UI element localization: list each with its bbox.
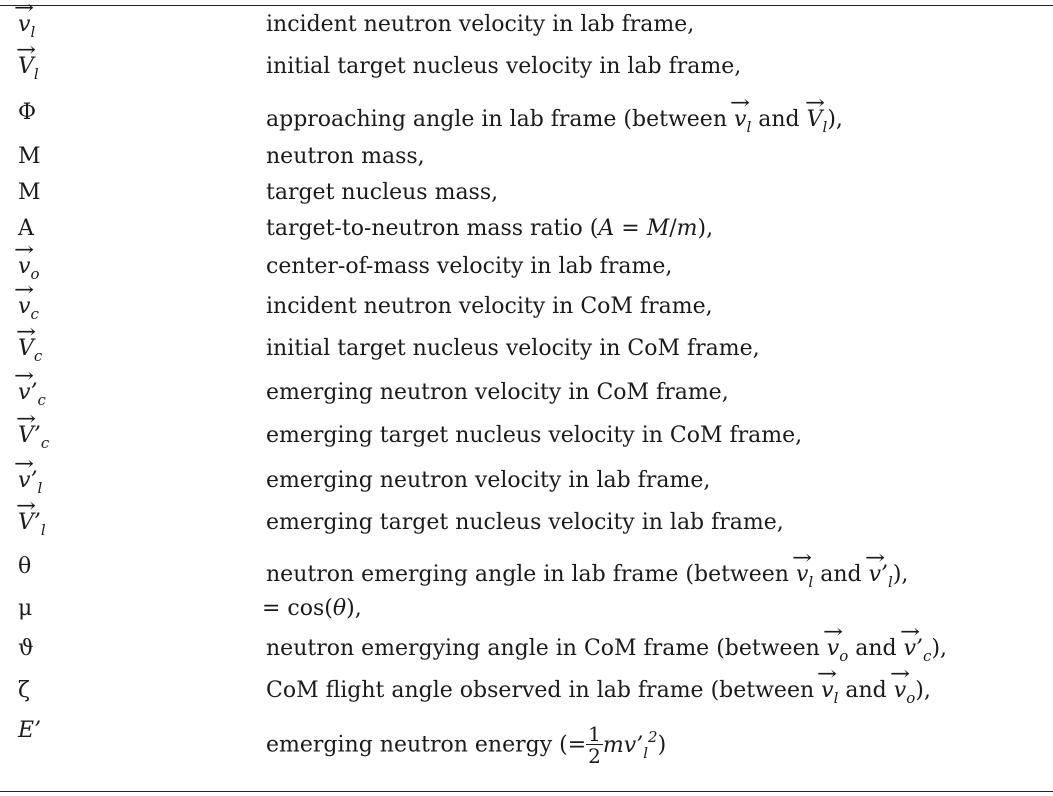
table-row bbox=[0, 146, 1053, 176]
subscript: o bbox=[839, 647, 849, 665]
symbol-zeta: ζ bbox=[18, 678, 30, 703]
table-row bbox=[0, 296, 1053, 326]
description bbox=[266, 564, 908, 590]
subscript: l bbox=[808, 573, 814, 591]
table-row bbox=[0, 182, 1053, 212]
description-text: and bbox=[758, 107, 800, 132]
description: emerging target nucleus velocity in CoM frame, bbox=[266, 423, 803, 448]
symbol-M: M bbox=[18, 180, 41, 205]
math-theta: θ bbox=[332, 596, 347, 621]
description-text: = bbox=[614, 216, 647, 241]
symbol-mu: μ bbox=[18, 596, 33, 621]
description: incident neutron velocity in CoM frame, bbox=[266, 294, 713, 319]
description: initial target nucleus velocity in CoM frame, bbox=[266, 336, 760, 361]
table-row bbox=[0, 256, 1053, 286]
vector-arrow: → v bbox=[827, 638, 839, 660]
subscript: l bbox=[33, 65, 39, 83]
vector-arrow: → v bbox=[18, 256, 30, 278]
fraction-half bbox=[586, 724, 603, 767]
subscript: l bbox=[833, 689, 839, 707]
description bbox=[266, 218, 713, 240]
vector-arrow: → v bbox=[18, 14, 30, 36]
symbol-A: A bbox=[18, 216, 34, 241]
vector-arrow: → v bbox=[18, 296, 30, 318]
table-row bbox=[0, 14, 1053, 44]
symbol-V-l bbox=[18, 56, 39, 82]
description-text: and bbox=[845, 678, 887, 703]
subscript: l bbox=[37, 479, 43, 497]
description-text: and bbox=[820, 562, 862, 587]
vector-arrow: → V bbox=[18, 338, 34, 360]
description-text: target-to-neutron mass ratio ( bbox=[266, 216, 599, 241]
description bbox=[262, 598, 362, 620]
symbol-E-prime bbox=[18, 720, 41, 742]
denominator: 2 bbox=[588, 744, 601, 768]
vector-arrow: → V bbox=[18, 512, 34, 534]
table-row bbox=[0, 470, 1053, 500]
table-row bbox=[0, 382, 1053, 412]
vector-arrow: → v bbox=[796, 564, 808, 586]
subscript: o bbox=[906, 689, 916, 707]
description bbox=[266, 109, 843, 135]
subscript: l bbox=[30, 23, 36, 41]
symbol-v-prime-c bbox=[18, 382, 46, 408]
math-M: M bbox=[646, 216, 670, 241]
subscript: c bbox=[40, 434, 50, 452]
description-text: neutron emergying angle in CoM frame (between bbox=[266, 636, 820, 661]
prime: ’ bbox=[30, 380, 38, 405]
subscript: l bbox=[40, 521, 46, 539]
table-row bbox=[0, 598, 1053, 628]
math-E: E bbox=[18, 718, 35, 743]
vector-arrow: → v bbox=[18, 470, 30, 492]
description bbox=[266, 724, 666, 767]
vector-arrow: → v bbox=[869, 564, 881, 586]
table-row bbox=[0, 100, 1053, 136]
description-text: ), bbox=[915, 678, 931, 703]
vector-arrow: → v bbox=[734, 109, 746, 131]
subscript: l bbox=[746, 118, 752, 136]
prime: ’ bbox=[916, 636, 924, 661]
description: emerging target nucleus velocity in lab frame, bbox=[266, 510, 784, 535]
description: incident neutron velocity in lab frame, bbox=[266, 12, 695, 37]
numerator: 1 bbox=[588, 722, 601, 746]
table-row bbox=[0, 512, 1053, 542]
subscript: l bbox=[888, 573, 893, 591]
symbol-V-c bbox=[18, 338, 42, 364]
vector-arrow: → v bbox=[18, 382, 30, 404]
prime: ’ bbox=[33, 423, 41, 448]
subscript: c bbox=[37, 391, 46, 409]
vector-arrow: → V bbox=[807, 109, 823, 131]
table-row bbox=[0, 338, 1053, 368]
description-text: ), bbox=[697, 216, 714, 241]
description bbox=[266, 680, 931, 706]
table-row bbox=[0, 56, 1053, 86]
description-text: approaching angle in lab frame (between bbox=[266, 107, 727, 132]
symbol-vartheta: ϑ bbox=[18, 636, 34, 661]
description: center-of-mass velocity in lab frame, bbox=[266, 254, 673, 279]
table-bottom-rule bbox=[0, 791, 1053, 792]
table-row bbox=[0, 554, 1053, 591]
description bbox=[266, 638, 947, 664]
table-row bbox=[0, 720, 1053, 780]
math-m: m bbox=[676, 216, 698, 241]
table-row bbox=[0, 680, 1053, 710]
vector-arrow: → V bbox=[18, 56, 34, 78]
table-top-rule bbox=[0, 5, 1053, 6]
description-text: neutron emerging angle in lab frame (between bbox=[266, 562, 789, 587]
description-text: = cos( bbox=[262, 596, 333, 621]
symbol-V-prime-l bbox=[18, 512, 46, 538]
vector-arrow: → v bbox=[821, 680, 833, 702]
table-row bbox=[0, 425, 1053, 455]
description-text: / bbox=[669, 216, 677, 241]
math-m: m bbox=[602, 732, 624, 758]
description-text: ), bbox=[892, 562, 909, 587]
vector-arrow: → v bbox=[894, 680, 906, 702]
superscript: 2 bbox=[648, 727, 658, 746]
prime: ’ bbox=[34, 718, 42, 743]
description: emerging neutron velocity in lab frame, bbox=[266, 468, 711, 493]
prime: ’ bbox=[636, 732, 644, 758]
prime: ’ bbox=[30, 468, 38, 493]
symbol-theta: θ bbox=[18, 554, 32, 579]
symbol-phi: Φ bbox=[18, 100, 37, 125]
description: target nucleus mass, bbox=[266, 180, 499, 205]
symbol-V-prime-c bbox=[18, 425, 49, 451]
symbol-M: M bbox=[18, 144, 41, 169]
subscript: o bbox=[30, 265, 40, 283]
description-text: emerging neutron energy (= bbox=[266, 732, 587, 758]
vector-arrow: → V bbox=[18, 425, 34, 447]
math-A: A bbox=[598, 216, 615, 241]
description-text: ), bbox=[827, 107, 843, 132]
description-text: CoM flight angle observed in lab frame (between bbox=[266, 678, 815, 703]
description: neutron mass, bbox=[266, 144, 425, 169]
table-row bbox=[0, 218, 1053, 248]
description: emerging neutron velocity in CoM frame, bbox=[266, 380, 729, 405]
description-text: ), bbox=[931, 636, 948, 661]
prime: ’ bbox=[881, 562, 889, 587]
subscript: c bbox=[33, 347, 43, 365]
description-text: ) bbox=[657, 732, 667, 758]
description-text: ), bbox=[346, 596, 362, 621]
description-text: and bbox=[855, 636, 897, 661]
subscript: c bbox=[30, 305, 39, 323]
subscript: l bbox=[822, 118, 828, 136]
description: initial target nucleus velocity in lab frame, bbox=[266, 54, 742, 79]
vector-arrow: → v bbox=[904, 638, 916, 660]
prime: ’ bbox=[33, 510, 41, 535]
subscript: l bbox=[643, 743, 649, 762]
math-v: v bbox=[623, 732, 637, 758]
subscript: c bbox=[923, 647, 932, 665]
